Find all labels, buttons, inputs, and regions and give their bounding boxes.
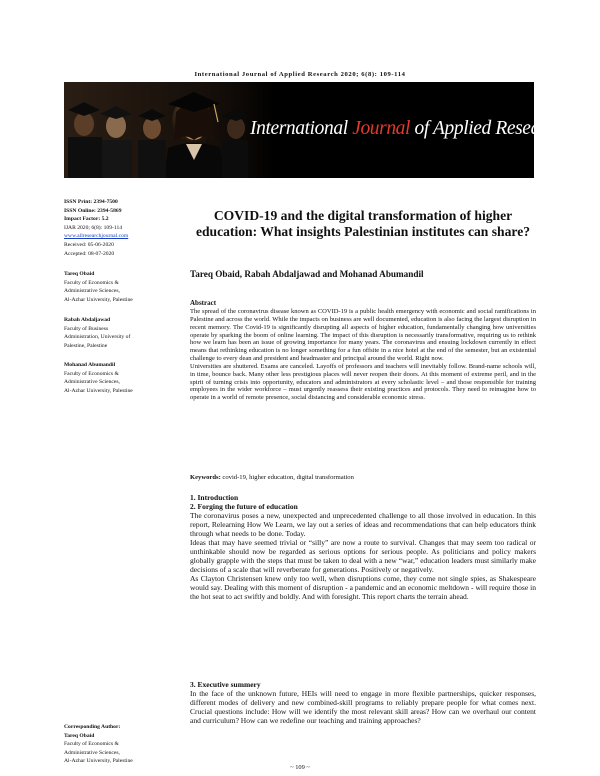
affiliation-line: Faculty of Economics & bbox=[64, 370, 119, 377]
section-heading-executive-summary: 3. Executive summery bbox=[190, 680, 261, 689]
ijar-issue: IJAR 2020; 6(8): 109-114 bbox=[64, 224, 123, 231]
section-body-forging bbox=[190, 512, 536, 602]
affiliation-line: Palestine, Palestine bbox=[64, 342, 108, 349]
received-date: Received: 05-06-2020 bbox=[64, 241, 114, 248]
corresponding-label: Corresponding Author: bbox=[64, 724, 121, 730]
abstract-paragraph: The spread of the coronavirus disease known as COVID-19 is a public health emergency with economic and social ramifications in Palestine and across the world. While the impacts on business are well documented, education is also facing the largest disruption in recent memory. The Covid-19 is significantly disrupting all aspects of higher education, fundamentally changing how universities operate by sparking the boom of online learning. The impact of this disruption is necessarily transformative, requiring us to rethink how we learn has been an issue of growing importance for many years. The coronavirus and ensuing lockdown currently in effect means that rethinking education is no longer something for a fun offsite in a nice hotel at the end of the semester, but an existential challenge to every dean and president and headmaster and principal around the world. Right now. bbox=[190, 308, 536, 363]
journal-banner bbox=[64, 82, 564, 178]
affiliation-line: Administration, University of bbox=[64, 334, 131, 341]
affiliation-line: Al-Azhar University, Palestine bbox=[64, 387, 133, 394]
affiliation-name: Tareq Obaid bbox=[64, 271, 95, 277]
abstract-paragraph: Universities are shuttered. Exams are canceled. Layoffs of professors and teachers will inevitably follow. Brand-name schools will, in time, bounce back. Many other less prestigious places will never reopen their doors. At this moment of extreme peril, and in the spirit of turning crisis into opportunity, educators and administrators at every scholastic level – and those responsible for training employees in the wider workforce – must urgently reassess their existing practices and protocols. They need to reimagine how to operate in a world of remote presence, social distancing and considerable economic stress. bbox=[190, 362, 536, 402]
page-number: ~ 109 ~ bbox=[290, 764, 310, 771]
paper-authors: Tareq Obaid, Rabah Abdaljawad and Mohanad Abumandil bbox=[190, 269, 424, 279]
corresponding-author bbox=[64, 723, 184, 766]
impact-factor: Impact Factor: 5.2 bbox=[64, 216, 109, 223]
affiliation-1 bbox=[64, 270, 184, 304]
journal-title-accent: Journal bbox=[352, 118, 411, 139]
section-body-executive-summary bbox=[190, 689, 536, 725]
body-paragraph: As Clayton Christensen knew only too well, when disruptions come, they come not single spies, as Shakespeare would say. Dealing with this moment of disruption - a pandemic and an economic meltdown - will require those in the hot seat to act swiftly and boldly. And with foresight. This report charts the terrain ahead. bbox=[190, 573, 536, 601]
journal-meta bbox=[64, 198, 184, 258]
section-heading-introduction: 1. Introduction bbox=[190, 493, 239, 502]
keywords-label: Keywords: bbox=[190, 474, 221, 481]
corresponding-line: Al-Azhar University, Palestine bbox=[64, 758, 133, 765]
corresponding-line: Faculty of Economics & bbox=[64, 741, 119, 748]
accepted-date: Accepted: 08-07-2020 bbox=[64, 250, 115, 257]
journal-website-link[interactable]: www.allresearchjournal.com bbox=[64, 233, 129, 240]
abstract-heading: Abstract bbox=[190, 299, 217, 307]
journal-title-post: of Applied Research bbox=[410, 118, 564, 139]
affiliation-2 bbox=[64, 316, 184, 350]
corresponding-line: Administrative Sciences, bbox=[64, 749, 120, 756]
running-head: International Journal of Applied Research 2020; 6(8): 109-114 bbox=[194, 71, 406, 78]
body-paragraph: Ideas that may have seemed trivial or “silly” are now a route to survival. Changes that may seem too radical or unthinkable should now be regarded as serious options for serious people. As politicians and policy makers globally grapple with the steps that must be taken to deal with a new “war,” education leaders must similarly make decisions of a scale that will reverberate for generations. Positively or negatively. bbox=[190, 537, 536, 574]
affiliation-name: Rabah Abdaljawad bbox=[64, 317, 111, 323]
body-paragraph: In the face of the unknown future, HEIs will need to engage in more flexible partnerships, quicker responses, different modes of delivery and new combined-skill programs to reliably prepare people for what comes next. Crucial questions include: How will we identify the most relevant skill areas? How can we overhaul our content and curriculum? How can we redefine our teaching and training approaches? bbox=[190, 689, 536, 725]
journal-title bbox=[250, 118, 564, 140]
journal-title-pre: International bbox=[250, 118, 353, 139]
affiliation-name: Mohanad Abumandil bbox=[64, 362, 116, 368]
body-paragraph: The coronavirus poses a new, unexpected and unprecedented challenge to all those involved in education. In this report, Relearning How We Learn, we lay out a series of ideas and recommendations that can help educators think through what needs to be done. Today. bbox=[190, 511, 536, 538]
keywords-text: covid-19, higher education, digital transformation bbox=[220, 474, 354, 481]
abstract-body bbox=[190, 308, 536, 402]
issn-print: ISSN Print: 2394-7500 bbox=[64, 199, 118, 205]
corresponding-name: Tareq Obaid bbox=[64, 732, 95, 739]
affiliation-line: Faculty of Economics & bbox=[64, 279, 119, 286]
affiliation-line: Al-Azhar University, Palestine bbox=[64, 296, 133, 303]
issn-online: ISSN Online: 2394-5869 bbox=[64, 207, 122, 214]
keywords bbox=[190, 474, 536, 481]
affiliation-line: Administrative Sciences, bbox=[64, 288, 120, 295]
paper-title: COVID-19 and the digital transformation of higher education: What insights Palestinian institutes can share? bbox=[195, 208, 531, 239]
affiliation-line: Faculty of Business bbox=[64, 325, 109, 332]
affiliation-line: Administrative Sciences, bbox=[64, 379, 120, 386]
section-heading-forging: 2. Forging the future of education bbox=[190, 502, 298, 511]
affiliation-3 bbox=[64, 361, 184, 395]
